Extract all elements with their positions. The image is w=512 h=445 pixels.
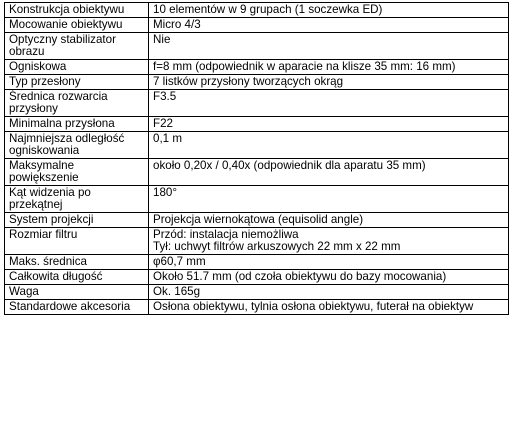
- spec-row-aperture-type: [5, 75, 509, 90]
- spec-row-max-aperture: [5, 90, 509, 117]
- spec-label: Maks. średnica: [5, 255, 149, 270]
- spec-label: Typ przesłony: [5, 75, 149, 90]
- spec-row-total-length: [5, 270, 509, 285]
- spec-value: Osłona obiektywu, tylnia osłona obiektywu, futerał na obiektyw: [149, 300, 509, 315]
- spec-label: Optyczny stabilizator obrazu: [5, 33, 149, 60]
- spec-value-line: Tył: uchwyt filtrów arkuszowych 22 mm x 22 mm: [153, 240, 401, 253]
- spec-value-line: Przód: instalacja niemożliwa: [153, 228, 299, 241]
- spec-row-stabilizer: [5, 33, 509, 60]
- spec-value: Micro 4/3: [149, 18, 509, 33]
- spec-label: Całkowita długość: [5, 270, 149, 285]
- spec-row-filter-size: [5, 228, 509, 255]
- lens-spec-table: [4, 2, 509, 315]
- spec-value: 180°: [149, 186, 509, 213]
- spec-value: 7 listków przysłony tworzących okrąg: [149, 75, 509, 90]
- spec-label: Maksymalne powiększenie: [5, 159, 149, 186]
- spec-row-max-magnification: [5, 159, 509, 186]
- spec-row-construction: [5, 3, 509, 18]
- spec-row-min-focus-distance: [5, 132, 509, 159]
- spec-value: 0,1 m: [149, 132, 509, 159]
- spec-value: f=8 mm (odpowiednik w aparacie na klisze 35 mm: 16 mm): [149, 60, 509, 75]
- spec-row-weight: [5, 285, 509, 300]
- spec-row-angle-of-view: [5, 186, 509, 213]
- spec-value: Projekcja wiernokątowa (equisolid angle): [149, 213, 509, 228]
- spec-row-mount: [5, 18, 509, 33]
- spec-value: φ60,7 mm: [149, 255, 509, 270]
- spec-label: Ogniskowa: [5, 60, 149, 75]
- spec-row-focal-length: [5, 60, 509, 75]
- spec-label: Waga: [5, 285, 149, 300]
- spec-label: System projekcji: [5, 213, 149, 228]
- spec-label: Konstrukcja obiektywu: [5, 3, 149, 18]
- spec-value: Ok. 165g: [149, 285, 509, 300]
- spec-value: Nie: [149, 33, 509, 60]
- spec-value: F3.5: [149, 90, 509, 117]
- spec-value: około 0,20x / 0,40x (odpowiednik dla aparatu 35 mm): [149, 159, 509, 186]
- spec-row-min-aperture: [5, 117, 509, 132]
- spec-value: F22: [149, 117, 509, 132]
- spec-label: Rozmiar filtru: [5, 228, 149, 255]
- spec-label: Minimalna przysłona: [5, 117, 149, 132]
- spec-label: Mocowanie obiektywu: [5, 18, 149, 33]
- spec-value: [149, 228, 509, 255]
- spec-row-projection: [5, 213, 509, 228]
- spec-row-accessories: [5, 300, 509, 315]
- spec-label: Najmniejsza odległość ogniskowania: [5, 132, 149, 159]
- spec-label: Średnica rozwarcia przysłony: [5, 90, 149, 117]
- spec-value: 10 elementów w 9 grupach (1 soczewka ED): [149, 3, 509, 18]
- spec-label: Standardowe akcesoria: [5, 300, 149, 315]
- spec-label: Kąt widzenia po przekątnej: [5, 186, 149, 213]
- spec-row-max-diameter: [5, 255, 509, 270]
- spec-value: Około 51.7 mm (od czoła obiektywu do bazy mocowania): [149, 270, 509, 285]
